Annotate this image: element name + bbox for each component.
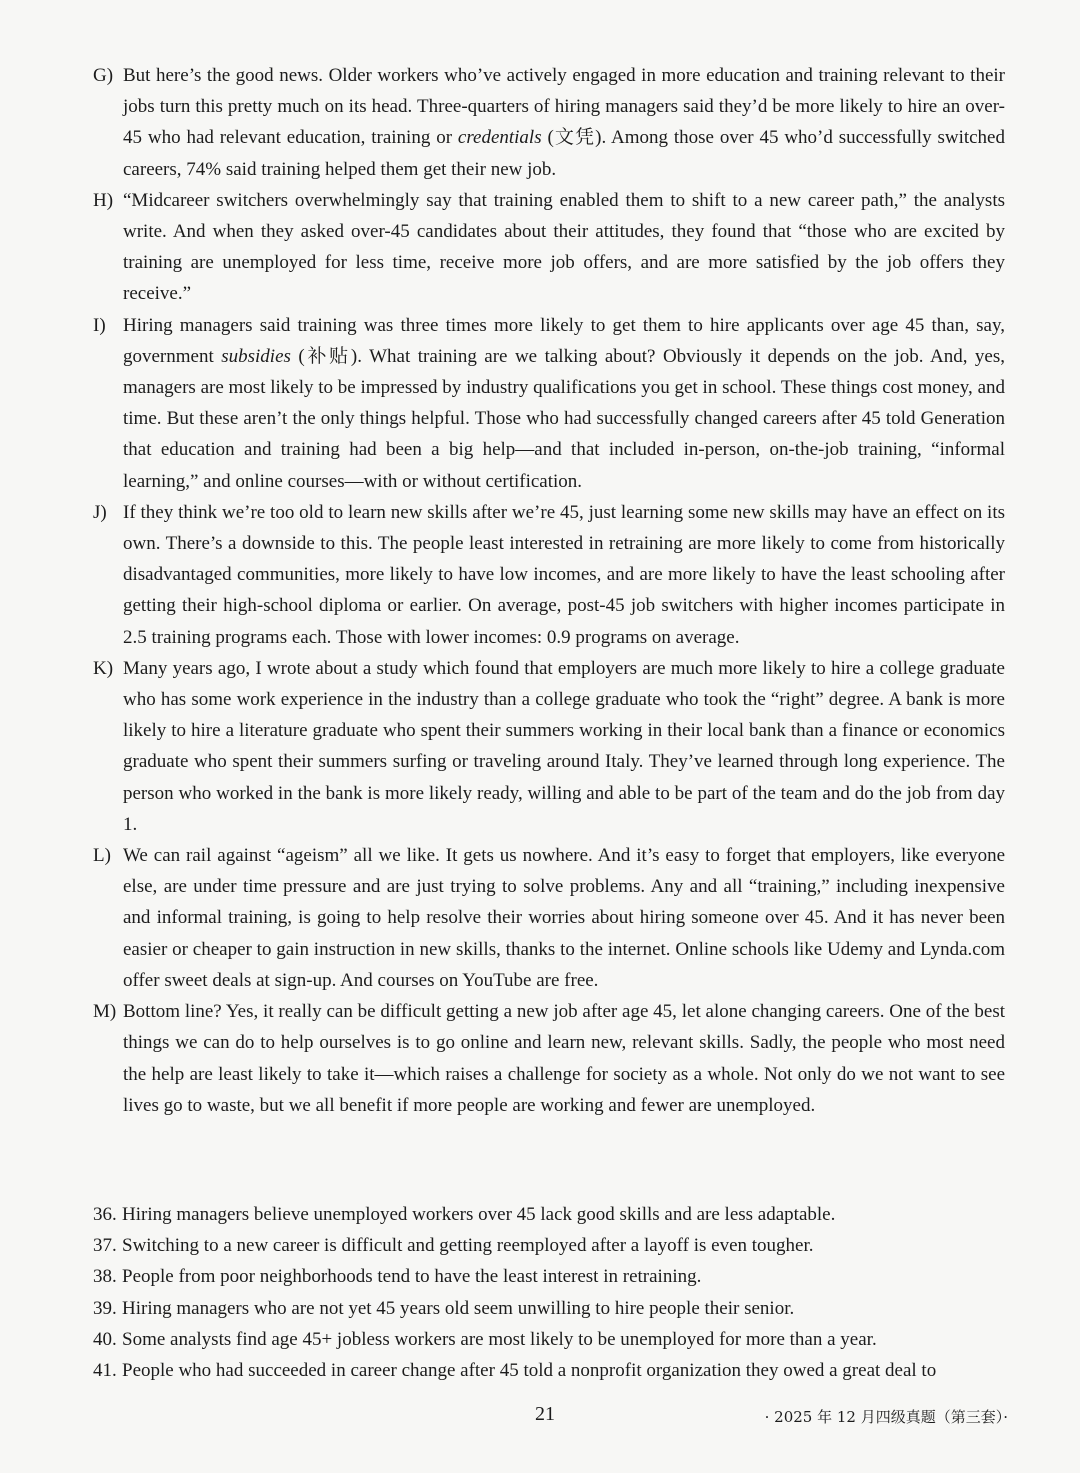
question-number: 37. — [93, 1235, 117, 1257]
question-number: 39. — [93, 1297, 117, 1319]
text-segment: If they think we’re too old to learn new skills after we’re 45, just learning some new skills may have an effect on its own. There’s a downside to this. The people least interested in retraining are more likely to come from historically disadvantaged communities, more likely to have low incomes, and are more likely to have the least schooling after getting their high-school diploma or earlier. On average, post-45 job switchers with higher incomes participate in 2.5 training programs each. Those with lower incomes: 0.9 programs on average. — [123, 501, 1005, 648]
question-number: 40. — [93, 1328, 117, 1350]
question-text: Switching to a new career is difficult and getting reemployed after a layoff is even tougher. — [122, 1235, 814, 1257]
question-item — [93, 1230, 1005, 1261]
question-list — [93, 1199, 1005, 1386]
text-segment: “Midcareer switchers overwhelmingly say that training enabled them to shift to a new career path,” the analysts write. And when they asked over-45 candidates about their attitudes, they found that “those who are excited by training are unemployed for less time, receive more job offers, and are more satisfied by the job offers they receive.” — [123, 189, 1005, 305]
paragraph-text — [123, 840, 1005, 996]
paragraph-label: G) — [93, 65, 114, 86]
question-text: Hiring managers believe unemployed workers over 45 lack good skills and are less adaptable. — [122, 1204, 836, 1225]
question-number: 38. — [93, 1266, 117, 1288]
paragraph-text — [123, 310, 1005, 497]
text-segment: We can rail against “ageism” all we like. It gets us nowhere. And it’s easy to forget that employers, like everyone else, are under time pressure and are just trying to solve problems. Any and all “training,” including inexpensive and informal training, is going to help resolve their worries about hiring someone over 45. And it has never been easier or cheaper to gain instruction in new skills, thanks to the internet. Online schools like Udemy and Lynda.com offer sweet deals at sign-up. And courses on YouTube are free. — [123, 845, 1005, 991]
question-item — [93, 1293, 1005, 1324]
question-item — [93, 1355, 1005, 1386]
paragraph — [93, 996, 1005, 1121]
paragraph-text — [123, 185, 1005, 310]
question-text: People from poor neighborhoods tend to have the least interest in retraining. — [122, 1266, 702, 1288]
paragraph — [93, 653, 1005, 840]
paragraph-label: I) — [93, 314, 106, 336]
question-number: 36. — [93, 1204, 117, 1225]
paragraph — [93, 185, 1005, 310]
italic-term: credentials — [457, 127, 542, 149]
text-segment: (补贴). What training are we talking about? Obviously it depends on the job. And, yes, managers are most likely to be impressed by industry qualifications you get in school. These things cost money, and time. But these aren’t the only things helpful. Those who had successfully changed careers after 45 told Generation that education and training had been a big help—and that included in-person, on-the-job training, “informal learning,” and online courses—with or without certification. — [123, 345, 1005, 492]
question-number: 41. — [93, 1360, 117, 1382]
question-item — [93, 1324, 1005, 1355]
paragraph — [93, 497, 1005, 653]
exam-footer-label: · 2025 年 12 月四级真题（第三套）· — [764, 1408, 1008, 1426]
text-segment: Many years ago, I wrote about a study which found that employers are much more likely to hire a college graduate who has some work experience in the industry than a college graduate who took the “right” degree. A bank is more likely to hire a literature graduate who spent their summers working in their local bank than a finance or economics graduate who spent their summers surfing or traveling around Italy. They’ve learned through long experience. The person who worked in the bank is more likely ready, willing and able to be part of the team and do the job from day 1. — [123, 657, 1005, 835]
paragraph-text — [123, 60, 1005, 185]
paragraph — [93, 60, 1005, 185]
question-text: Some analysts find age 45+ jobless workers are most likely to be unemployed for more than a year. — [122, 1328, 877, 1350]
text-segment: But here’s the good news. Older workers who’ve actively engaged in more education and training relevant to their jobs turn this pretty much on its head. Three-quarters of hiring managers said they’d be more likely to hire an over-45 who had relevant education, training or — [123, 65, 1005, 149]
paragraph-label: K) — [93, 657, 114, 679]
question-item — [93, 1199, 1005, 1230]
paragraph-text — [123, 497, 1005, 653]
paragraph-label: L) — [93, 845, 111, 867]
text-segment: Hiring managers said training was three times more likely to get them to hire applicants over age 45 than, say, government — [123, 314, 1005, 367]
question-text: People who had succeeded in career change after 45 told a nonprofit organization they owed a great deal to — [122, 1360, 937, 1382]
text-segment: Bottom line? Yes, it really can be difficult getting a new job after age 45, let alone changing careers. One of the best things we can do to help ourselves is to go online and learn new, relevant skills. Sadly, the people who most need the help are least likely to take it—which raises a challenge for society as a whole. Not only do we not want to see lives go to waste, but we all benefit if more people are working and fewer are unemployed. — [123, 1001, 1005, 1116]
paragraph — [93, 310, 1005, 497]
paragraph-label: M) — [93, 1001, 117, 1023]
passage-paragraphs — [93, 60, 1005, 1121]
question-text: Hiring managers who are not yet 45 years old seem unwilling to hire people their senior. — [122, 1297, 795, 1319]
paragraph-label: H) — [93, 189, 114, 211]
question-item — [93, 1261, 1005, 1292]
page-number: 21 — [535, 1403, 555, 1425]
paragraph — [93, 840, 1005, 996]
text-segment: (文凭). Among those over 45 who’d successfully switched careers, 74% said training helped them get their new job. — [123, 127, 1005, 180]
italic-term: subsidies — [221, 345, 291, 367]
paragraph-label: J) — [93, 501, 107, 523]
paragraph-text — [123, 653, 1005, 840]
paragraph-text — [123, 996, 1005, 1121]
